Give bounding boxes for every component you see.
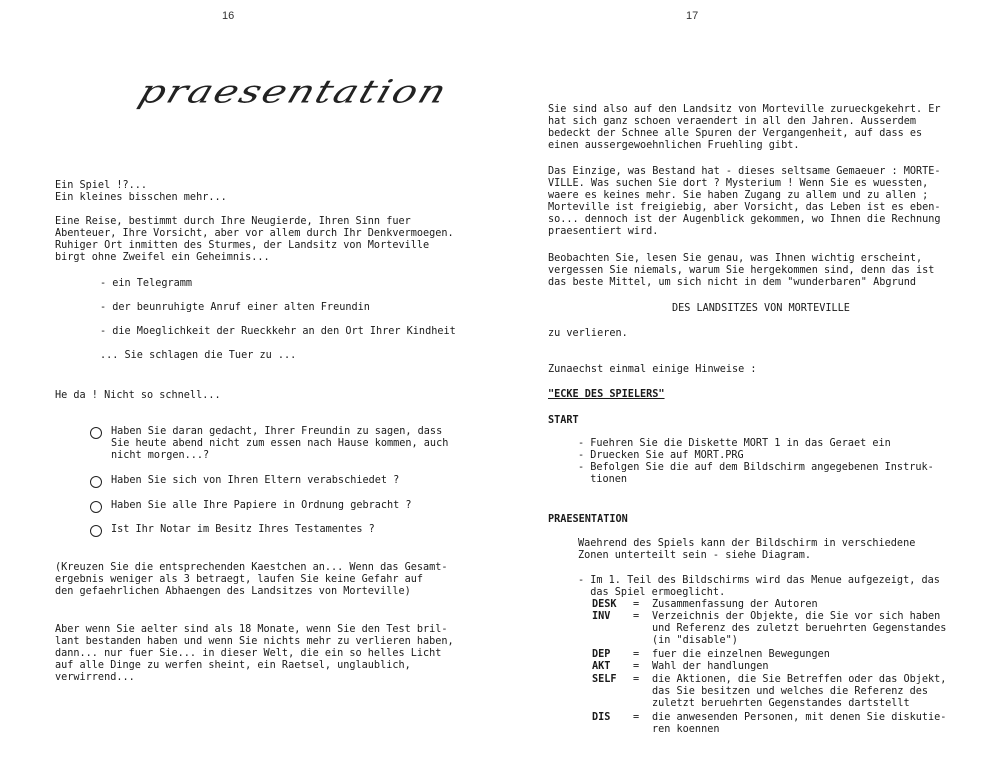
menu-key-dep: DEP xyxy=(592,649,611,660)
para3-line: auf alle Dinge zu werfen sheint, ein Raetsel, unglaublich, xyxy=(55,660,411,671)
para1-line: Ruhiger Ort inmitten des Sturmes, der Landsitz von Morteville xyxy=(55,240,430,251)
menu-desc: Verzeichnis der Objekte, die Sie vor sich haben xyxy=(652,611,941,622)
checkbox-circle-2[interactable] xyxy=(90,476,102,488)
question-line: Haben Sie alle Ihre Papiere in Ordnung gebracht ? xyxy=(111,500,412,511)
menu-desc: das Sie besitzen und welches die Referenz des xyxy=(652,686,929,697)
intro-line-1: Ein Spiel !?... xyxy=(55,180,148,191)
menu-key-self: SELF xyxy=(592,674,617,685)
r-para1-line: hat sich ganz schoen veraendert in all den Jahren. Ausserdem xyxy=(548,116,917,127)
menu-desc: Wahl der handlungen xyxy=(652,661,769,672)
centered-line: DES LANDSITZES VON MORTEVILLE xyxy=(672,303,850,314)
para2-line: (Kreuzen Sie die entsprechenden Kaestchen an... Wenn das Gesamt- xyxy=(55,562,448,573)
menu-desc: zuletzt beruehrten Gegenstandes dartstellt xyxy=(652,698,910,709)
r-para3-line: Beobachten Sie, lesen Sie genau, was Ihnen wichtig erscheint, xyxy=(548,253,923,264)
r-para2-line: waere es keines mehr. Sie haben Zugang zu allem und zu allen ; xyxy=(548,190,929,201)
checkbox-circle-1[interactable] xyxy=(90,427,102,439)
menu-intro-line: - Im 1. Teil des Bildschirms wird das Menue aufgezeigt, das xyxy=(578,575,940,586)
menu-desc: die anwesenden Personen, mit denen Sie diskutie- xyxy=(652,712,947,723)
page-number-left: 16 xyxy=(222,10,235,22)
menu-equals: = xyxy=(633,611,640,622)
para1-line: Abenteuer, Ihre Vorsicht, aber vor allem durch Ihr Denkvermoegen. xyxy=(55,228,454,239)
dash-item: - der beunruhigte Anruf einer alten Freundin xyxy=(100,302,370,313)
r-para2-line: Das Einzige, was Bestand hat - dieses seltsame Gemaeuer : MORTE- xyxy=(548,166,941,177)
praes-para-line: Zonen unterteilt sein - siehe Diagram. xyxy=(578,550,812,561)
checkbox-circle-4[interactable] xyxy=(90,525,102,537)
menu-equals: = xyxy=(633,712,640,723)
menu-desc: Zusammenfassung der Autoren xyxy=(652,599,818,610)
menu-equals: = xyxy=(633,674,640,685)
para2-line: den gefaehrlichen Abhaengen des Landsitzes von Morteville) xyxy=(55,586,411,597)
start-heading: START xyxy=(548,415,579,426)
dash-item: - ein Telegramm xyxy=(100,278,193,289)
lose-line: zu verlieren. xyxy=(548,328,628,339)
r-para1-line: einen aussergewoehnlichen Fruehling gibt. xyxy=(548,140,800,151)
r-para2-line: VILLE. Was suchen Sie dort ? Mysterium ! Wenn Sie es wuessten, xyxy=(548,178,929,189)
r-para2-line: praesentiert wird. xyxy=(548,226,659,237)
praes-para-line: Waehrend des Spiels kann der Bildschirm in verschiedene xyxy=(578,538,916,549)
dash-item: ... Sie schlagen die Tuer zu ... xyxy=(100,350,297,361)
menu-desc: und Referenz des zuletzt beruehrten Gegenstandes xyxy=(652,623,947,634)
question-line: Ist Ihr Notar im Besitz Ihres Testamentes ? xyxy=(111,524,375,535)
menu-intro-line: das Spiel ermoeglicht. xyxy=(578,587,726,598)
para3-line: Aber wenn Sie aelter sind als 18 Monate, wenn Sie den Test bril- xyxy=(55,624,448,635)
checkbox-circle-3[interactable] xyxy=(90,501,102,513)
start-item: - Fuehren Sie die Diskette MORT 1 in das Geraet ein xyxy=(578,438,891,449)
para3-line: dann... nur fuer Sie... in dieser Welt, die ein so helles Licht xyxy=(55,648,442,659)
stop-line: He da ! Nicht so schnell... xyxy=(55,390,221,401)
hints-line: Zunaechst einmal einige Hinweise : xyxy=(548,364,757,375)
para3-line: lant bestanden haben und wenn Sie nichts mehr zu verlieren haben, xyxy=(55,636,454,647)
start-item: - Druecken Sie auf MORT.PRG xyxy=(578,450,744,461)
para1-line: birgt ohne Zweifel ein Geheimnis... xyxy=(55,252,270,263)
para1-line: Eine Reise, bestimmt durch Ihre Neugierde, Ihren Sinn fuer xyxy=(55,216,411,227)
r-para3-line: das beste Mittel, um sich nicht in dem "wunderbaren" Abgrund xyxy=(548,277,917,288)
section-corner-heading: "ECKE DES SPIELERS" xyxy=(548,389,665,400)
r-para1-line: bedeckt der Schnee alle Spuren der Vergangenheit, auf dass es xyxy=(548,128,923,139)
intro-line-2: Ein kleines bisschen mehr... xyxy=(55,192,227,203)
menu-key-dis: DIS xyxy=(592,712,611,723)
menu-key-inv: INV xyxy=(592,611,611,622)
menu-key-desk: DESK xyxy=(592,599,617,610)
menu-desc: die Aktionen, die Sie Betreffen oder das Objekt, xyxy=(652,674,947,685)
question-line: nicht morgen...? xyxy=(111,450,210,461)
menu-desc: fuer die einzelnen Bewegungen xyxy=(652,649,830,660)
menu-equals: = xyxy=(633,661,640,672)
praesentation-heading: PRAESENTATION xyxy=(548,514,628,525)
question-line: Sie heute abend nicht zum essen nach Hause kommen, auch xyxy=(111,438,449,449)
question-line: Haben Sie sich von Ihren Eltern verabschiedet ? xyxy=(111,475,400,486)
para3-line: verwirrend... xyxy=(55,672,135,683)
menu-equals: = xyxy=(633,649,640,660)
start-item: tionen xyxy=(578,474,628,485)
r-para1-line: Sie sind also auf den Landsitz von Morteville zurueckgekehrt. Er xyxy=(548,104,941,115)
dash-item: - die Moeglichkeit der Rueckkehr an den Ort Ihrer Kindheit xyxy=(100,326,456,337)
r-para2-line: so... dennoch ist der Augenblick gekommen, wo Ihnen die Rechnung xyxy=(548,214,941,225)
menu-equals: = xyxy=(633,599,640,610)
page-number-right: 17 xyxy=(686,10,699,22)
menu-desc: (in "disable") xyxy=(652,635,738,646)
menu-key-akt: AKT xyxy=(592,661,611,672)
menu-desc: ren koennen xyxy=(652,724,720,735)
start-item: - Befolgen Sie die auf dem Bildschirm angegebenen Instruk- xyxy=(578,462,934,473)
question-line: Haben Sie daran gedacht, Ihrer Freundin zu sagen, dass xyxy=(111,426,443,437)
page-title: praesentation xyxy=(134,73,453,111)
r-para3-line: vergessen Sie niemals, warum Sie hergekommen sind, denn das ist xyxy=(548,265,935,276)
para2-line: ergebnis weniger als 3 betraegt, laufen Sie keine Gefahr auf xyxy=(55,574,424,585)
r-para2-line: Morteville ist freigiebig, aber Vorsicht, das Leben ist es eben- xyxy=(548,202,941,213)
